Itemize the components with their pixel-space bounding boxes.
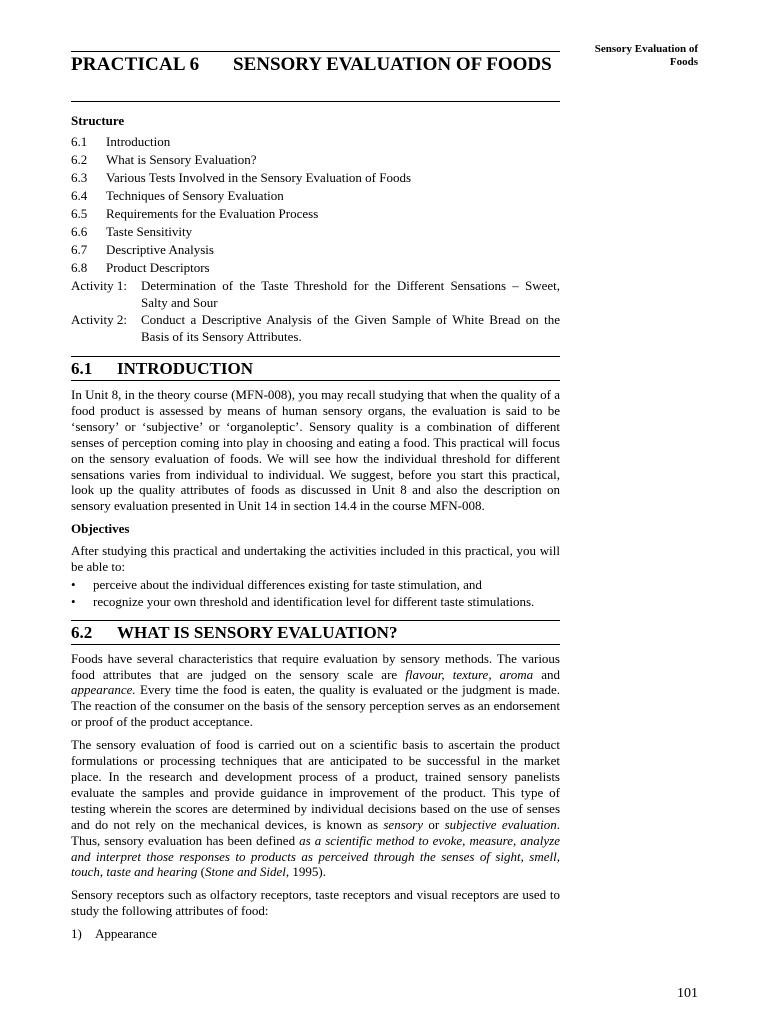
text-run: and <box>533 666 560 682</box>
activity-item <box>71 312 560 345</box>
italic-definition: as a scientific method to evoke, measure, analyze and interpret those responses to products as perceived through the senses of sight, smell, touch, taste and hearing <box>71 832 560 880</box>
text-run: Foods have several characteristics that require evaluation by sensory methods. The various food attributes that are judged on the sensory scale are <box>71 650 560 682</box>
activity-item <box>71 278 560 311</box>
toc-number: 6.4 <box>71 188 88 203</box>
introduction-paragraph: In Unit 8, in the theory course (MFN-008), you may recall studying that when the quality of a food product is assessed by means of human sensory organs, the evaluation is said to be ‘sensory’ or ‘subjective’ or ‘organoleptic’. Sensory quality is a combination of different senses of perception coming into play in choosing and eating a food. This practical will focus on the sensory evaluation of foods. We will see how the individual threshold for different sensations varies from individual to individual. We suggest, before you start this practical, look up the quality attributes of foods as discussed in Unit 8 and also the description on sensory evaluation presented in Unit 14 in section 14.4 in the course MFN-008. <box>71 387 560 514</box>
section-title: INTRODUCTION <box>117 359 254 378</box>
toc-label: Descriptive Analysis <box>106 242 214 257</box>
toc-item <box>71 241 560 259</box>
structure-list <box>71 133 560 345</box>
activity-number: Activity 1: <box>71 278 127 293</box>
toc-item <box>71 169 560 187</box>
italic-citation: Stone and Sidel <box>204 864 286 880</box>
numbered-list-item <box>71 926 560 942</box>
text-run: Every time the food is eaten, the quality is evaluated or the judgment is made. The reaction of the consumer on the basis of the sensory perception serves as an endorsement or proof of the product acceptance. <box>71 682 560 730</box>
toc-label: Introduction <box>106 134 171 149</box>
toc-label: Requirements for the Evaluation Process <box>106 206 319 221</box>
toc-number: 6.3 <box>71 170 88 185</box>
paragraph-food-attributes <box>71 651 560 731</box>
toc-item <box>71 259 560 277</box>
section-number: 6.1 <box>71 359 93 378</box>
chapter-title <box>71 51 560 102</box>
text-run: , 1995). <box>285 864 326 880</box>
text-run: ( <box>197 864 205 880</box>
text-run: The sensory evaluation of food is carried out on a scientific basis to ascertain the product formulations or processing techniques that are anticipated to be successful in the market place. In the research and development process of a product, trained sensory panelists evaluate the samples and provide guidance in improvement of the product. This type of testing wherein the scores are determined by individual decisions based on the use of senses and do not rely on the mechanical devices, is known as <box>71 737 560 832</box>
bullet-text: perceive about the individual differences existing for taste stimulation, and <box>93 577 482 593</box>
toc-item <box>71 223 560 241</box>
toc-number: 6.6 <box>71 224 88 239</box>
bullet-item <box>71 577 560 594</box>
text-run: or <box>423 816 445 832</box>
toc-label: Product Descriptors <box>106 260 210 275</box>
italic-run: flavour, texture, aroma <box>405 666 534 682</box>
page-number: 101 <box>677 986 698 1001</box>
list-label: Appearance <box>95 926 158 942</box>
toc-number: 6.7 <box>71 242 88 257</box>
bullet-item <box>71 594 560 611</box>
toc-item <box>71 187 560 205</box>
section-number: 6.2 <box>71 622 93 642</box>
structure-heading: Structure <box>71 113 125 128</box>
objectives-heading: Objectives <box>71 521 130 537</box>
activity-number: Activity 2: <box>71 312 127 327</box>
main-column <box>71 51 560 942</box>
toc-label: What is Sensory Evaluation? <box>106 152 257 167</box>
toc-item <box>71 151 560 169</box>
chapter-number: PRACTICAL 6 <box>71 54 200 75</box>
section-heading-introduction <box>71 356 560 381</box>
section-heading-what-is-sensory-evaluation <box>71 620 560 645</box>
toc-label: Taste Sensitivity <box>106 224 193 239</box>
text-run: . Thus, sensory evaluation has been defined <box>71 816 560 848</box>
bullet-icon: • <box>71 577 76 593</box>
list-number: 1) <box>71 926 82 942</box>
italic-run: subjective evaluation <box>444 816 557 832</box>
objectives-intro: After studying this practical and undertaking the activities included in this practical, you will be able to: <box>71 543 560 575</box>
chapter-title-text: SENSORY EVALUATION OF FOODS <box>233 54 552 75</box>
toc-number: 6.1 <box>71 134 88 149</box>
paragraph-definition <box>71 737 560 880</box>
section-title: WHAT IS SENSORY EVALUATION? <box>117 622 398 642</box>
running-header: Sensory Evaluation of Foods <box>594 43 698 68</box>
italic-run: sensory <box>383 816 424 832</box>
toc-label: Various Tests Involved in the Sensory Evaluation of Foods <box>106 170 412 185</box>
activity-label: Determination of the Taste Threshold for the Different Sensations – Sweet, Salty and Sour <box>141 278 560 310</box>
italic-run: appearance. <box>71 682 136 698</box>
toc-item <box>71 133 560 151</box>
toc-number: 6.8 <box>71 260 88 275</box>
bullet-icon: • <box>71 593 76 609</box>
activity-label: Conduct a Descriptive Analysis of the Given Sample of White Bread on the Basis of its Sensory Attributes. <box>141 312 560 344</box>
toc-number: 6.2 <box>71 152 88 167</box>
paragraph-sensory-receptors: Sensory receptors such as olfactory receptors, taste receptors and visual receptors are used to study the following attributes of food: <box>71 887 560 919</box>
bullet-text: recognize your own threshold and identification level for different taste stimulations. <box>93 593 535 609</box>
toc-label: Techniques of Sensory Evaluation <box>106 188 284 203</box>
toc-number: 6.5 <box>71 206 88 221</box>
toc-item <box>71 205 560 223</box>
